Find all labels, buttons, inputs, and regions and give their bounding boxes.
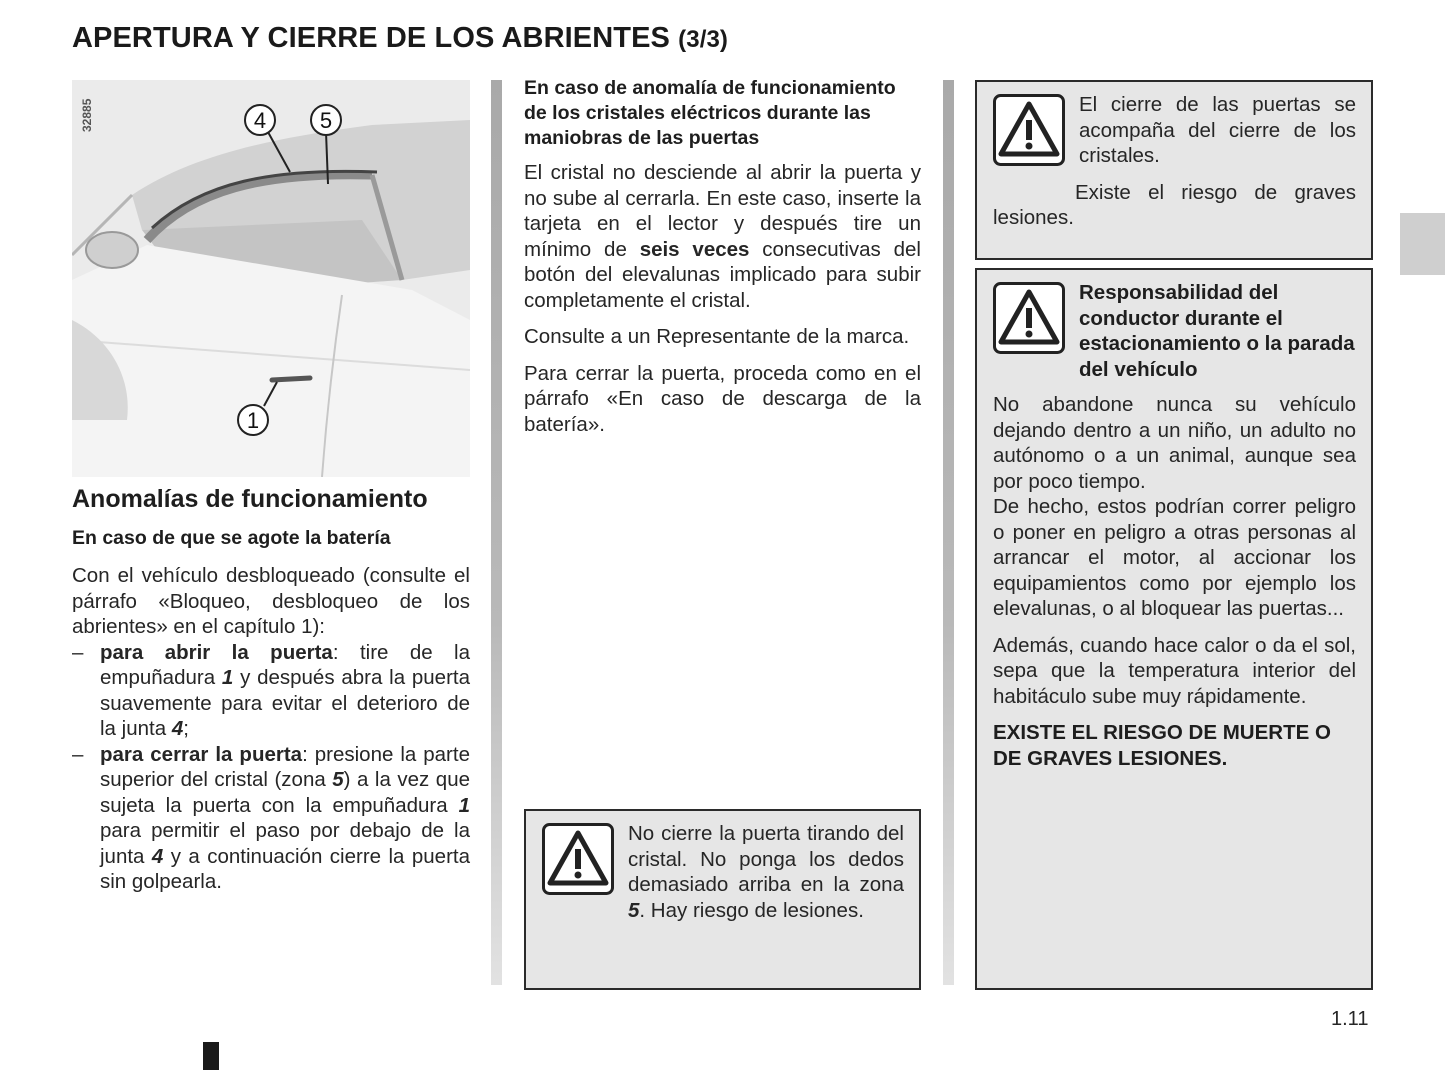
- warning-box-window: [524, 809, 921, 990]
- warning-title: Responsabilidad del conductor durante el estacionamiento o la parada del vehículo: [1079, 281, 1355, 381]
- middle-paragraph-1: El cristal no desciende al abrir la puerta y no sube al cerrarla. En este caso, inserte la tarjeta en el lector y después tire un mínimo de seis veces consecutivas del botón del elevalunas implicado para subir completamente el cristal.: [524, 161, 921, 312]
- warning-closing: EXISTE EL RIESGO DE MUERTE O DE GRAVES LESIONES.: [993, 721, 1331, 770]
- middle-column: [524, 76, 921, 437]
- callout-4: [245, 105, 275, 135]
- page-number: 1.11: [1331, 1008, 1369, 1030]
- page-title-text: APERTURA Y CIERRE DE LOS ABRIENTES: [72, 22, 670, 54]
- middle-paragraph-2: Consulte a un Representante de la marca.: [524, 325, 910, 348]
- chapter-tab: [1400, 213, 1445, 275]
- subsection-heading: En caso de que se agote la batería: [72, 527, 391, 549]
- warning-triangle-icon: [542, 823, 614, 895]
- callout-5-label: 5: [319, 108, 333, 133]
- warning-triangle-icon: [993, 282, 1065, 354]
- intro-paragraph: Con el vehículo desbloqueado (consulte el párrafo «Bloqueo, desbloqueo de los abrientes» en el capítulo 1):: [72, 564, 470, 638]
- warning-text: Existe el riesgo de graves lesiones.: [993, 180, 1356, 229]
- warning-paragraph: No abandone nunca su vehículo dejando dentro a un niño, un adulto no autónomo o a un animal, aunque sea por poco tiempo.: [993, 393, 1356, 493]
- list-item: – para cerrar la puerta: presione la parte superior del cristal (zona 5) a la vez que sujeta la puerta con la empuñadura 1 para permitir el paso por debajo de la junta 4 y a continuación cierre la puerta sin golpearla.: [72, 742, 470, 895]
- warning-text: El cierre de las puertas se acompaña del cierre de los cristales.: [1079, 93, 1356, 167]
- figure-ref-code: 32885: [80, 98, 94, 132]
- warning-box-responsibility: [975, 268, 1373, 990]
- warning-triangle-icon: [993, 94, 1065, 166]
- page-title-suffix: (3/3): [678, 26, 729, 53]
- callout-4-label: 4: [253, 108, 267, 133]
- corner-mark: [203, 1042, 219, 1070]
- page-title: [72, 22, 728, 55]
- car-door-illustration: [72, 80, 470, 477]
- callout-1: [238, 405, 268, 435]
- callout-1-label: 1: [246, 408, 260, 433]
- car-door-drawing: [72, 80, 470, 477]
- left-column: [72, 80, 470, 895]
- warning-box-closing: [975, 80, 1373, 260]
- callout-5: [311, 105, 341, 135]
- column-divider: [943, 80, 954, 985]
- warning-paragraph: Además, cuando hace calor o da el sol, sepa que la temperatura interior del habitáculo sube muy rápidamente.: [993, 633, 1356, 708]
- middle-paragraph-3: Para cerrar la puerta, proceda como en el párrafo «En caso de descarga de la batería».: [524, 361, 921, 436]
- warning-text: No cierre la puerta tirando del cristal. No ponga los dedos demasiado arriba en la zona 5. Hay riesgo de lesiones.: [628, 822, 904, 922]
- column-divider: [491, 80, 502, 985]
- middle-heading: En caso de anomalía de funcionamiento de los cristales eléctricos durante las maniobras de las puertas: [524, 77, 896, 149]
- warning-paragraph: De hecho, estos podrían correr peligro o poner en peligro a otras personas al arrancar el motor, al accionar los equipamientos como por ejemplo los elevalunas, o al bloquear las puertas...: [993, 495, 1356, 620]
- instruction-list: [72, 640, 470, 895]
- section-heading: Anomalías de funcionamiento: [72, 485, 428, 513]
- list-item: – para abrir la puerta: tire de la empuñadura 1 y después abra la puerta suavemente para evitar el deterioro de la junta 4;: [72, 640, 470, 742]
